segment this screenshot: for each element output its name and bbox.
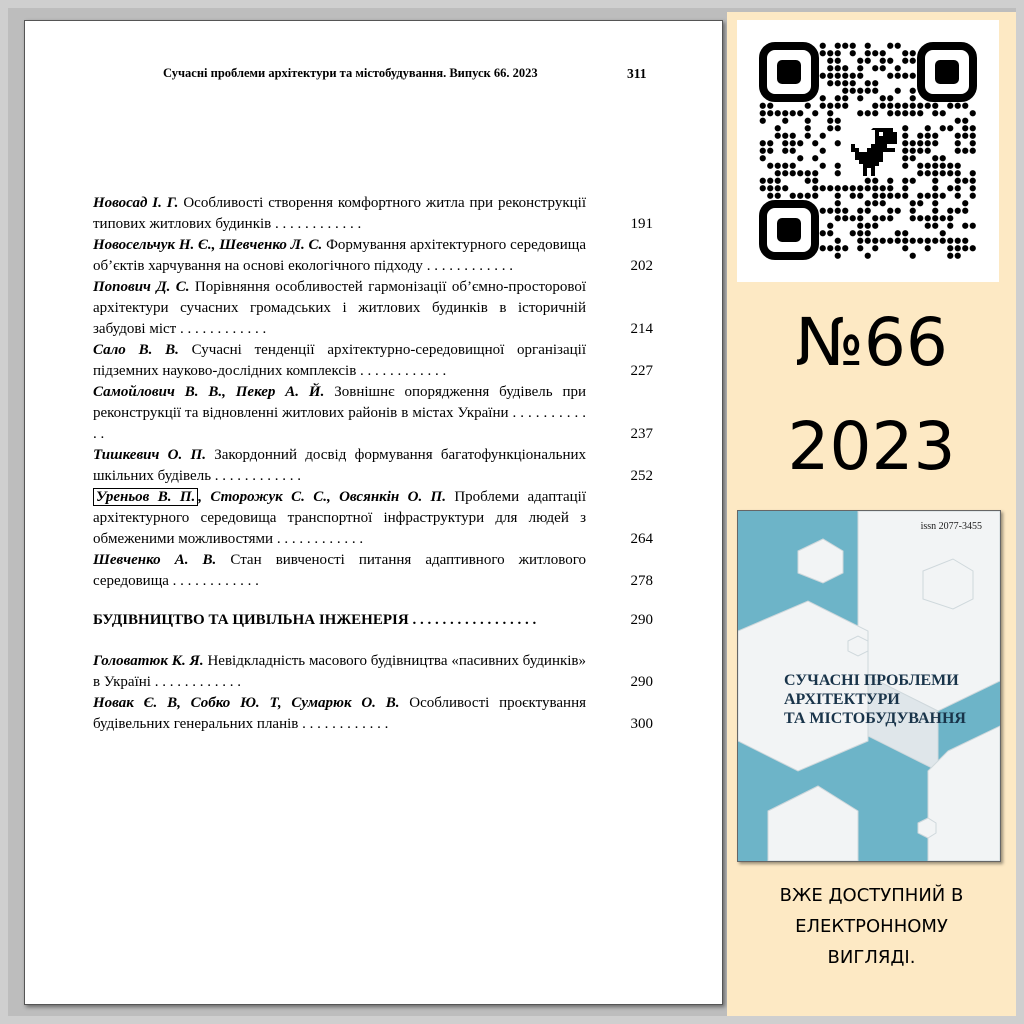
toc-entry: Новак Є. В, Собко Ю. Т, Сумарюк О. В. Особливості проєктування будівельних генеральних планів . . . . . . . . . . . . 300 <box>93 693 653 735</box>
toc-entry-authors: Попович Д. С. <box>93 279 190 295</box>
toc-entry: Новосад І. Г. Особливості створення комфортного житла при реконструкції типових житлових будинків . . . . . . . . . . . . 191 <box>93 193 653 235</box>
toc-entry-page: 202 <box>630 258 653 274</box>
qr-code-graphic <box>737 20 999 282</box>
toc-entry-authors: Головатюк К. Я. <box>93 653 204 669</box>
toc-entry: Попович Д. С. Порівняння особливостей гармонізації об’ємно-просторової архітектури сучасних громадських і житлових будинків в історичній забудові міст . . . . . . . . . . . . 214 <box>93 277 653 340</box>
table-of-contents <box>93 193 653 735</box>
toc-entry-page: 227 <box>630 363 653 379</box>
toc-entry-title: Особливості створення комфортного житла при реконструкції типових житлових будинків <box>93 195 587 232</box>
running-header: Сучасні проблеми архітектури та містобудування. Випуск 66. 2023 <box>163 66 538 80</box>
toc-entry-page: 191 <box>630 216 653 232</box>
toc-section-heading: БУДІВНИЦТВО ТА ЦИВІЛЬНА ІНЖЕНЕРІЯ . . . . . . . . . . . . . . . . . 290 <box>93 610 653 631</box>
toc-entry-authors: Новосад І. Г. <box>93 195 179 211</box>
toc-entry: Новосельчук Н. Є., Шевченко Л. С. Формування архітектурного середовища об’єктів харчування на основі екологічного підходу . . . . . . . . . . . . 202 <box>93 235 653 277</box>
toc-entry-page: 264 <box>630 531 653 547</box>
toc-entry: Самойлович В. В., Пекер А. Й. Зовнішнє опорядження будівель при реконструкції та відновленні житлових районів в містах України . . . . . . . . . . . . 237 <box>93 382 653 445</box>
toc-entry-page: 300 <box>630 716 653 732</box>
toc-entry-title: Закордонний досвід формування багатофункціональних шкільних будівель <box>93 447 587 484</box>
page-number: 311 <box>627 66 647 81</box>
issue-number: №66 <box>795 304 948 381</box>
toc-entry: Сало В. В. Сучасні тенденції архітектурно-середовищної організації підземних науково-дослідних комплексів . . . . . . . . . . . . 227 <box>93 340 653 382</box>
toc-entry-title: Невідкладність масового будівництва «пасивних будинків» в Україні <box>93 653 587 690</box>
toc-entry-page: 214 <box>630 321 653 337</box>
toc-entry-page: 278 <box>630 573 653 589</box>
promo-sidebar <box>727 12 1016 1016</box>
toc-entry-title: Порівняння особливостей гармонізації об’ємно-просторової архітектури сучасних громадських і житлових будинків в історичній забудові міст <box>93 279 586 337</box>
qr-finder-top-left <box>763 46 815 98</box>
toc-entry: Головатюк К. Я. Невідкладність масового будівництва «пасивних будинків» в Україні . . . . . . . . . . . . 290 <box>93 651 653 693</box>
qr-finder-bottom-left <box>763 204 815 256</box>
toc-entry: Тишкевич О. П. Закордонний досвід формування багатофункціональних шкільних будівель . . . . . . . . . . . . 252 <box>93 445 653 487</box>
toc-entries-group-1 <box>93 193 653 592</box>
journal-cover[interactable] <box>737 510 1001 862</box>
toc-entry-page: 290 <box>630 674 653 690</box>
toc-entries-group-2 <box>93 651 653 735</box>
qr-finder-top-right <box>921 46 973 98</box>
toc-entry: Шевченко А. В. Стан вивченості питання адаптивного житлового середовища . . . . . . . . . . . . 278 <box>93 550 653 592</box>
toc-entry-page: 237 <box>630 426 653 442</box>
toc-entry-title: Сучасні тенденції архітектурно-середовищної організації підземних науково-дослідних комплексів <box>93 342 586 379</box>
document-page <box>24 20 723 1005</box>
toc-entry-authors: Тишкевич О. П. <box>93 447 206 463</box>
toc-entry-authors: , Сторожук С. С., Овсянкін О. П. <box>198 489 446 505</box>
toc-entry-authors-highlighted: Уреньов В. П. <box>93 488 198 506</box>
toc-entry-authors: Сало В. В. <box>93 342 179 358</box>
qr-code[interactable] <box>737 20 999 282</box>
dinosaur-icon <box>851 128 897 176</box>
toc-entry-title: Особливості проєктування будівельних генеральних планів <box>93 695 587 732</box>
toc-entry-authors: Шевченко А. В. <box>93 552 217 568</box>
toc-entry: Уреньов В. П. , Сторожук С. С., Овсянкін О. П. Проблеми адаптації архітектурного середовища транспортної інфраструктури для людей з обмеженими можливостями . . . . . . . . . . . . 264 <box>93 487 653 550</box>
cover-title: СУЧАСНІ ПРОБЛЕМИ АРХІТЕКТУРИ ТА МІСТОБУДУВАННЯ <box>784 672 966 727</box>
toc-entry-authors: Новак Є. В, Собко Ю. Т, Сумарюк О. В. <box>93 695 400 711</box>
toc-entry-page: 252 <box>630 468 653 484</box>
cover-issn: issn 2077-3455 <box>920 521 982 532</box>
section-title: БУДІВНИЦТВО ТА ЦИВІЛЬНА ІНЖЕНЕРІЯ <box>93 612 409 628</box>
section-page: 290 <box>630 612 653 628</box>
issue-year: 2023 <box>787 408 956 485</box>
toc-entry-authors: Новосельчук Н. Є., Шевченко Л. С. <box>93 237 323 253</box>
toc-entry-title: Формування архітектурного середовища об’єктів харчування на основі екологічного підходу <box>93 237 586 274</box>
availability-notice: ВЖЕ ДОСТУПНИЙ В ЕЛЕКТРОННОМУ ВИГЛЯДІ. <box>779 885 964 968</box>
toc-entry-authors: Самойлович В. В., Пекер А. Й. <box>93 384 325 400</box>
toc-entry-title: Проблеми адаптації архітектурного середовища транспортної інфраструктури для людей з обмеженими можливостями <box>93 489 586 547</box>
toc-entry-title: Стан вивченості питання адаптивного житлового середовища <box>93 552 586 589</box>
toc-entry-title: Зовнішнє опорядження будівель при реконструкції та відновленні житлових районів в містах України <box>93 384 587 421</box>
